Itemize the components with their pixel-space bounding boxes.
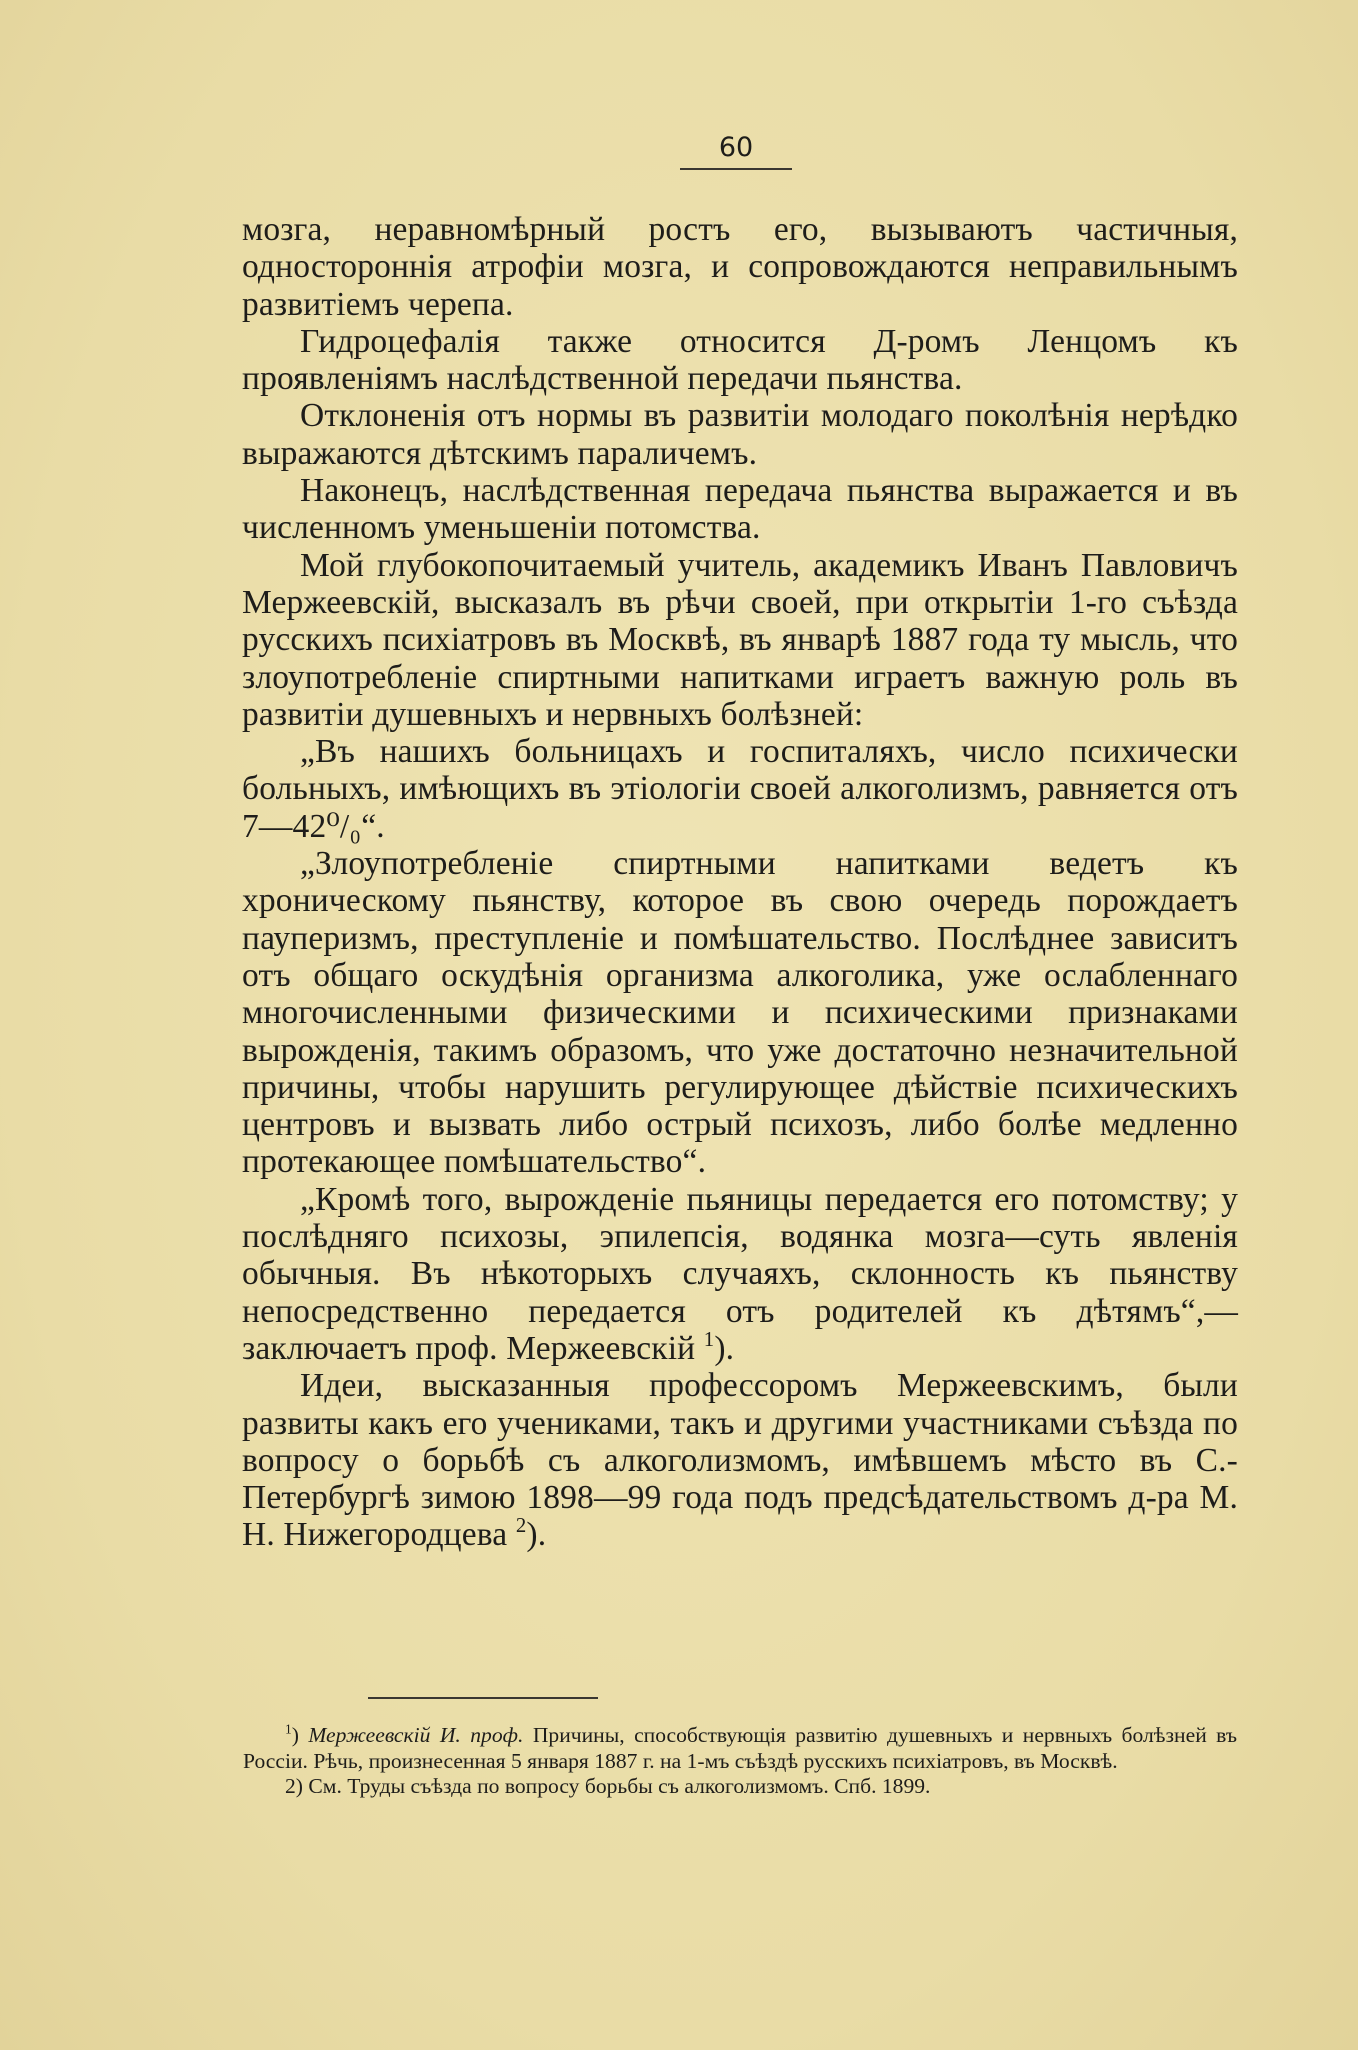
paragraph-text: Идеи, высказанныя профессоромъ Мержеевскимъ, были развиты какъ его учениками, такъ и другими участниками съѣзда по вопросу о борьбѣ съ алкоголизмомъ, имѣвшемъ мѣсто въ С.-Петербургѣ зимою 1898—99 года подъ предсѣдательствомъ д-ра М. Н. Нижегородцева [242, 1367, 1238, 1554]
footnotes [243, 1723, 1237, 1800]
footnote-reference-close: ). [526, 1516, 547, 1554]
paragraph [242, 1367, 1238, 1553]
footnote-marker: 2) [285, 1774, 303, 1798]
quote-paragraph: „Злоупотребленіе спиртными напитками ведетъ къ хроническому пьянству, которое въ свою очередь порождаетъ пауперизмъ, преступленіе и помѣшательство. Послѣднее зависитъ отъ общаго оскудѣнія организма алкоголика, уже ослабленнаго многочисленными физическими и психическими признаками вырожденія, такимъ образомъ, что уже достаточно незначительной причины, чтобы нарушить регулирующее дѣйствіе психическихъ центровъ и вызвать либо острый психозъ, либо болѣе медленно протекающее помѣшательство“. [242, 845, 1238, 1181]
footnote-author: Мержеевскій И. проф. [308, 1723, 524, 1747]
paragraph: мозга, неравномѣрный ростъ его, вызываютъ частичныя, одностороннія атрофіи мозга, и сопровождаются неправильнымъ развитіемъ черепа. [242, 211, 1238, 323]
body-text [242, 211, 1238, 1554]
quote-paragraph: „Въ нашихъ больницахъ и госпиталяхъ, число психически больныхъ, имѣющихъ въ этіологіи своей алкоголизмъ, равняется отъ 7—42⁰/₀“. [242, 733, 1238, 845]
footnote-separator [368, 1697, 598, 1699]
footnote [243, 1774, 1237, 1800]
paragraph: Мой глубокопочитаемый учитель, академикъ Иванъ Павловичъ Мержеевскій, высказалъ въ рѣчи своей, при открытіи 1-го съѣзда русскихъ психіатровъ въ Москвѣ, въ январѣ 1887 года ту мысль, что злоупотребленіе спиртными напитками играетъ важную роль въ развитіи душевныхъ и нервныхъ болѣзней: [242, 546, 1238, 733]
footnote-text: Причины, способствующія развитію душевныхъ и нервныхъ болѣзней въ Россіи. Рѣчь, произнесенная 5 января 1887 г. на 1-мъ съѣздѣ русскихъ психіатровъ, въ Москвѣ. [243, 1723, 1238, 1773]
page-number: 60 [718, 132, 754, 163]
page-number-rule [680, 168, 792, 170]
paragraph: Гидроцефалія также относится Д-ромъ Ленцомъ къ проявленіямъ наслѣдственной передачи пьянства. [242, 322, 1238, 398]
paragraph-text: „Кромѣ того, вырожденіе пьяницы передается его потомству; у послѣдняго психозы, эпилепсія, водянка мозга—суть явленія обычныя. Въ нѣкоторыхъ случаяхъ, склонность къ пьянству непосредственно передается отъ родителей къ дѣтямъ“,—заключаетъ проф. Мержеевскій [242, 1180, 1238, 1367]
quote-paragraph [242, 1181, 1238, 1367]
footnote-text: См. Труды съѣзда по вопросу борьбы съ алкоголизмомъ. Спб. 1899. [308, 1774, 931, 1798]
paragraph: Наконецъ, наслѣдственная передача пьянства выражается и въ численномъ уменьшеніи потомства. [242, 472, 1238, 547]
footnote [243, 1723, 1237, 1774]
footnote-marker-close: ) [291, 1723, 299, 1747]
footnote-reference-close: ). [714, 1329, 735, 1367]
footnote-marker: 1 [285, 1721, 292, 1737]
footnote-reference: 1 [703, 1328, 715, 1352]
paragraph: Отклоненія отъ нормы въ развитіи молодаго поколѣнія нерѣдко выражаются дѣтскимъ параличемъ. [242, 397, 1238, 472]
footnote-reference: 2 [515, 1514, 527, 1538]
